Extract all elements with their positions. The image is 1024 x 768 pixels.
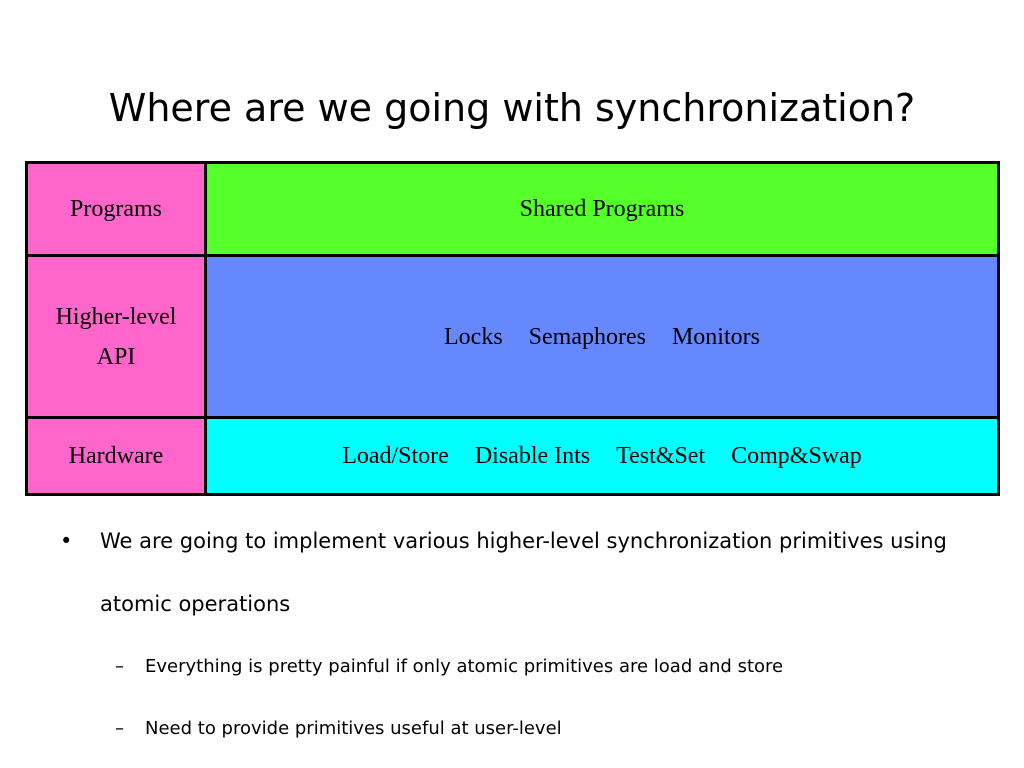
bullet-marker: • bbox=[60, 529, 73, 553]
sub-bullet-item bbox=[60, 636, 990, 698]
layer-label-programs: Programs bbox=[27, 163, 206, 256]
layer-label-hardware: Hardware bbox=[27, 418, 206, 495]
layer-row-api bbox=[27, 256, 999, 418]
sub-bullet-text: Need to provide primitives useful at user-level bbox=[145, 718, 562, 739]
layer-row-hardware bbox=[27, 418, 999, 495]
layer-item-comp-and-swap: Comp&Swap bbox=[731, 443, 862, 470]
layer-item-disable-ints: Disable Ints bbox=[474, 443, 591, 470]
layer-item-test-and-set: Test&Set bbox=[616, 443, 706, 470]
layer-item-shared-programs: Shared Programs bbox=[519, 196, 685, 223]
layer-item-semaphores: Semaphores bbox=[528, 323, 646, 350]
sub-bullet-marker: – bbox=[115, 656, 124, 677]
bullet-text: We are going to implement various higher-level synchronization primitives using atomic operations bbox=[100, 529, 947, 616]
sub-bullet-item bbox=[60, 698, 990, 760]
bullet-list bbox=[60, 510, 990, 760]
slide-title: Where are we going with synchronization? bbox=[108, 86, 916, 130]
layer-label-api bbox=[27, 256, 206, 418]
abstraction-layers-table bbox=[25, 161, 1000, 496]
layer-row-programs bbox=[27, 163, 999, 256]
layer-content-hardware bbox=[206, 418, 999, 495]
layer-content-programs bbox=[206, 163, 999, 256]
sub-bullet-marker: – bbox=[115, 718, 124, 739]
layer-label-api-text: Higher-level API bbox=[55, 303, 177, 370]
layer-item-locks: Locks bbox=[444, 323, 503, 350]
layer-item-monitors: Monitors bbox=[671, 323, 760, 350]
bullet-item bbox=[60, 510, 990, 636]
sub-bullet-text: Everything is pretty painful if only atomic primitives are load and store bbox=[145, 656, 784, 677]
layer-item-load-store: Load/Store bbox=[342, 443, 449, 470]
layer-content-api bbox=[206, 256, 999, 418]
